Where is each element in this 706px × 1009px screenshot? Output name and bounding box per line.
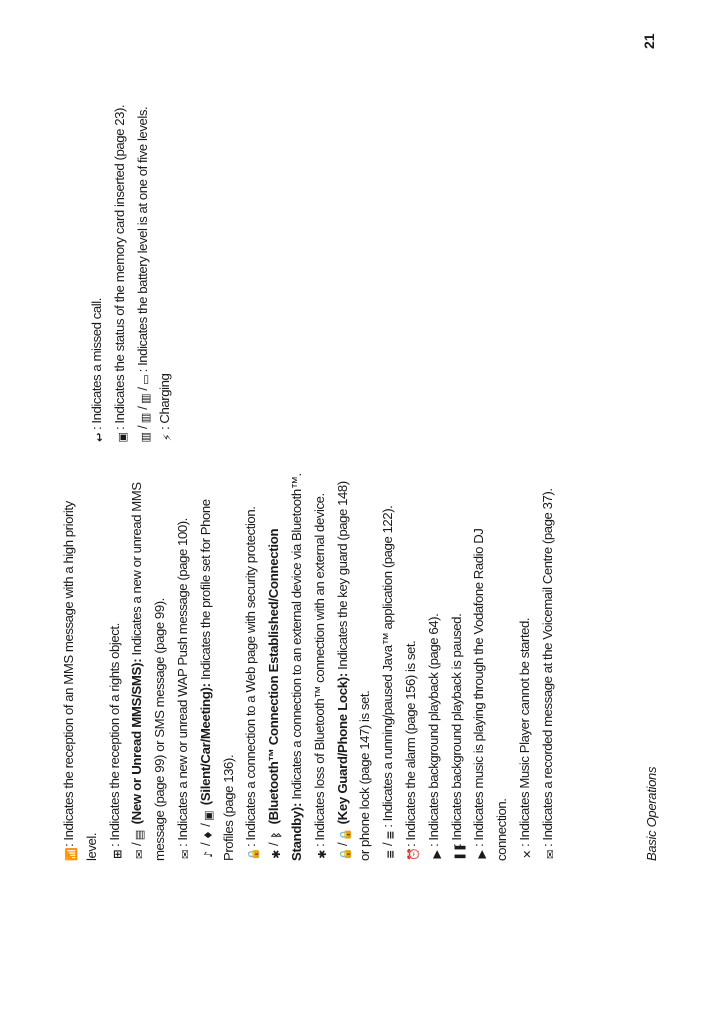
entry-description: : Indicates a running/paused Java™ application (page 122). — [380, 505, 396, 828]
status-icon-entry — [154, 24, 177, 444]
status-icon: ⏰ — [406, 847, 420, 861]
status-icon: ↩ — [93, 433, 106, 442]
status-icon: ✱ — [315, 850, 329, 859]
status-icon: ▭ — [138, 374, 152, 385]
footer-section-title: Basic Operations — [644, 766, 659, 861]
status-icon: 🔒 — [338, 828, 352, 842]
entry-description: : Indicates the reception of an MMS message with a high priority level. — [61, 501, 99, 861]
status-icon-entry — [423, 471, 446, 861]
status-icon-entry — [377, 471, 400, 861]
icon-separator: / — [197, 842, 213, 846]
entry-description: : Indicates loss of Bluetooth™ connection with an external device. — [311, 493, 327, 847]
entry-description: : Charging — [157, 373, 173, 430]
status-icon: ♪ — [201, 851, 215, 858]
entry-description: Indicates the key guard (page 148) or phone lock (page 147) is set. — [334, 481, 373, 861]
status-icon-entry — [86, 24, 109, 444]
status-icon: ✱ — [270, 850, 284, 859]
status-icon-entry — [446, 471, 469, 861]
entry-description: : Indicates Music Player cannot be started. — [516, 617, 532, 847]
icon-separator: / — [134, 425, 150, 429]
status-icon: ▶ — [475, 850, 489, 859]
icon-separator: / — [197, 823, 213, 827]
status-icon-entry — [109, 24, 132, 444]
status-icon: ᛒ — [270, 832, 284, 839]
entry-description: : Indicates the reception of a rights object. — [106, 623, 122, 847]
entry-description: Indicates a connection to an external device via Bluetooth™. — [288, 473, 304, 803]
icon-separator: / — [334, 842, 350, 846]
entry-description: : Indicates a connection to a Web page with security protection. — [243, 506, 259, 847]
right-column — [86, 24, 177, 444]
status-icon-entry — [132, 24, 155, 444]
status-icon: ▣ — [115, 432, 129, 443]
footer-page-number: 21 — [641, 33, 657, 49]
status-icon: ≡ — [384, 850, 398, 859]
entry-description: : Indicates background playback is paused. — [448, 613, 464, 847]
entry-description: : Indicates the status of the memory card inserted (page 23). — [111, 104, 127, 430]
status-icon-entry — [514, 471, 537, 861]
entry-description: : Indicates a recorded message at the Voicemail Centre (page 37). — [539, 488, 555, 847]
icon-separator: / — [266, 842, 282, 846]
status-icon: 📶 — [65, 847, 78, 861]
entry-label: (Bluetooth™ Connection Established/Connection Standby): — [266, 528, 304, 861]
status-icon-entry — [172, 471, 195, 861]
status-icon: 🔒 — [338, 847, 352, 861]
status-icon-entry — [309, 471, 332, 861]
status-icon-entry — [126, 471, 172, 861]
entry-description: : Indicates background playback (page 64). — [425, 613, 441, 847]
status-icon: ✉ — [178, 850, 192, 859]
status-icon: 🔒 — [247, 847, 261, 861]
status-icon: ▥ — [138, 394, 152, 405]
status-icon-entry — [240, 471, 263, 861]
status-icon: ♦ — [201, 830, 215, 840]
status-icon: ✉ — [133, 850, 147, 859]
entry-description: : Indicates the battery level is at one of five levels. — [134, 106, 150, 373]
status-icon-entry — [332, 471, 378, 861]
status-icon: ✉ — [543, 850, 557, 859]
entry-label: (Key Guard/Phone Lock): — [334, 673, 350, 828]
icon-separator: / — [134, 387, 150, 391]
status-icon: ▥ — [138, 413, 152, 424]
status-icon-entry — [195, 471, 241, 861]
status-icon: ≡ — [384, 830, 398, 840]
status-icon-entry — [400, 471, 423, 861]
status-icon: ▣ — [201, 811, 215, 822]
status-icon: ▤ — [133, 830, 147, 841]
status-icon-entry — [263, 471, 309, 861]
entry-description: Indicates a new or unread MMS message (page 99) or SMS message (page 99). — [129, 482, 168, 861]
status-icon-entry — [104, 471, 127, 861]
entry-description: : Indicates the alarm (page 156) is set. — [402, 640, 418, 847]
status-icon: ▥ — [138, 432, 152, 443]
icon-separator: / — [134, 406, 150, 410]
entry-description: : Indicates a new or unread WAP Push message (page 100). — [174, 518, 190, 847]
left-column — [58, 471, 560, 861]
entry-description: : Indicates a missed call. — [89, 298, 104, 430]
entry-label: (New or Unread MMS/SMS): — [129, 658, 145, 828]
status-icon: ❚❚ — [452, 843, 466, 861]
icon-separator: / — [129, 842, 145, 846]
entry-description: : Indicates music is playing through the Vodafone Radio DJ connection. — [471, 528, 510, 861]
entry-description: Indicates the profile set for Phone Profiles (page 136). — [197, 499, 236, 861]
status-icon-entry — [468, 471, 514, 861]
status-icon: ✕ — [520, 850, 534, 859]
status-icon: ⊞ — [110, 850, 124, 859]
entry-label: (Silent/Car/Meeting): — [197, 683, 213, 809]
status-icon: ▶ — [429, 850, 443, 859]
status-icon: ⚡ — [161, 433, 175, 442]
icon-separator: / — [380, 842, 396, 846]
status-icon-entry — [58, 471, 104, 861]
status-icon-entry — [537, 471, 560, 861]
